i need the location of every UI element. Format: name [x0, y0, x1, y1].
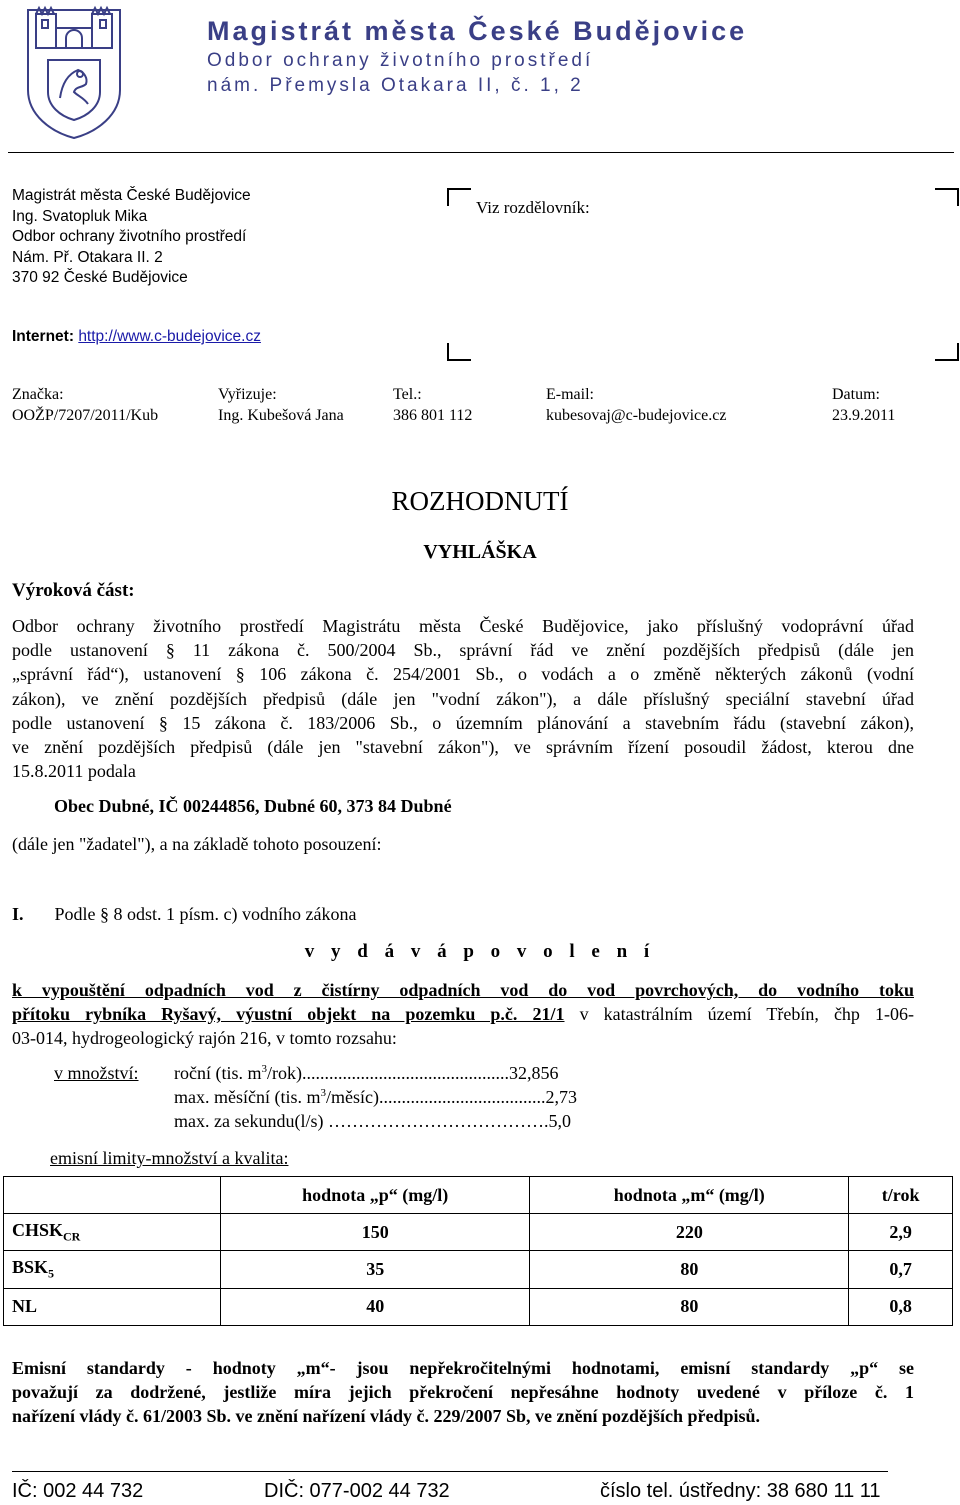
table-header-cell: t/rok	[849, 1177, 953, 1214]
parameter-name	[4, 1214, 221, 1251]
decision-subtitle: VYHLÁŠKA	[423, 541, 537, 563]
email-label: E-mail:	[546, 386, 594, 403]
table-row	[4, 1288, 953, 1325]
standards-line: nařízení vlády č. 61/2003 Sb. ve znění nařízení vlády č. 229/2007 Sb, ve znění pozdějších předpisů.	[12, 1406, 761, 1427]
decision-title: ROZHODNUTÍ	[391, 486, 569, 516]
paragraph-line: Odbor ochrany životního prostředí Magistrátu města České Budějovice, jako příslušný vodoprávní úřad	[12, 616, 914, 636]
intro-paragraph	[12, 614, 914, 783]
letterhead-divider	[8, 152, 954, 153]
address-window-corner	[935, 188, 959, 206]
point-text: Podle § 8 odst. 1 písm. c) vodního zákona	[54, 904, 357, 924]
paragraph-line: „správní řád“), ustanovení § 106 zákona č. 254/2001 Sb., o vodách a o změně některých zákonů (vodní	[12, 664, 914, 685]
quantity-name: max. za sekundu(l/s)	[174, 1111, 324, 1131]
permit-location-rest: v katastrálním území Třebín, čhp 1-06-	[564, 1004, 914, 1025]
quantity-dots: .....................................	[378, 1087, 546, 1107]
internet-label: Internet:	[12, 328, 74, 345]
quantity-row	[174, 1111, 571, 1132]
parameter-sub: CR	[63, 1229, 81, 1244]
quantity-name: roční (tis. m	[174, 1063, 262, 1083]
quantity-label: v množství:	[54, 1063, 139, 1083]
address-window-corner	[447, 343, 471, 361]
point-number: I.	[12, 904, 24, 924]
sender-line: Magistrát města České Budějovice	[12, 187, 251, 204]
date-value: 23.9.2011	[832, 407, 896, 424]
footer-phone: číslo tel. ústředny: 38 680 11 11	[600, 1480, 881, 1502]
reference-label: Značka:	[12, 386, 64, 403]
sender-line: 370 92 České Budějovice	[12, 269, 188, 286]
paragraph-line: podle ustanovení § 11 zákona č. 500/2004 Sb., správní řád ve znění pozdějších předpisů (dále jen	[12, 640, 914, 661]
sender-line: Ing. Svatopluk Mika	[12, 207, 148, 225]
table-header-cell	[4, 1177, 221, 1214]
permit-paragraph	[12, 978, 914, 1051]
address-window-corner	[447, 188, 471, 206]
paragraph-line: 15.8.2011 podala	[12, 761, 136, 782]
reference-value: OOŽP/7207/2011/Kub	[12, 407, 159, 424]
value-t: 2,9	[849, 1214, 953, 1251]
phone-label: Tel.:	[393, 386, 422, 403]
value-t: 0,7	[849, 1251, 953, 1288]
permit-line: 03-014, hydrogeologický rajón 216, v tomto rozsahu:	[12, 1028, 397, 1049]
letterhead-title: Magistrát města České Budějovice	[207, 16, 748, 46]
parameter-name	[4, 1251, 221, 1288]
table-header-cell: hodnota „m“ (mg/l)	[530, 1177, 849, 1214]
letterhead-address: nám. Přemysla Otakara II, č. 1, 2	[207, 75, 584, 96]
address-window-corner	[935, 343, 959, 361]
paragraph-line: ve znění pozdějších předpisů (dále jen "stavební zákon"), ve správním řízení posoudil žádost, kterou dne	[12, 737, 914, 758]
standards-paragraph	[12, 1356, 914, 1429]
standards-line: Emisní standardy - hodnoty „m“- jsou nepřekročitelnými hodnotami, emisní standardy „p“ se	[12, 1358, 914, 1378]
value-t: 0,8	[849, 1288, 953, 1325]
paragraph-line: zákon), ve znění pozdějších předpisů (dále jen "vodní zákon"), a dále příslušný speciální stavební úřad	[12, 688, 914, 709]
table-row	[4, 1251, 953, 1288]
permit-location: přítoku rybníka Ryšavý, výustní objekt na pozemku p.č. 21/1	[12, 1004, 565, 1025]
value-p: 35	[221, 1251, 530, 1288]
limits-label: emisní limity-množství a kvalita:	[50, 1148, 289, 1168]
sender-line: Nám. Př. Otakara II. 2	[12, 248, 163, 266]
website-link[interactable]: http://www.c-budejovice.cz	[78, 328, 261, 345]
email-value: kubesovaj@c-budejovice.cz	[546, 407, 727, 424]
parameter-label: NL	[12, 1296, 38, 1317]
paragraph-line: podle ustanovení § 15 zákona č. 183/2006 Sb., o územním plánování a stavebním řádu (stavební zákon),	[12, 712, 914, 733]
quantity-unit: /měsíc)	[325, 1087, 379, 1107]
parameter-name	[4, 1288, 221, 1325]
city-coat-of-arms-logo	[22, 0, 126, 140]
internet-row	[12, 328, 261, 346]
operative-part-heading: Výroková část:	[12, 580, 135, 601]
quantity-dots: ……………………………….	[323, 1111, 549, 1131]
applicant-note: (dále jen "žadatel"), a na základě tohoto posouzení:	[12, 834, 382, 854]
sender-address	[12, 186, 251, 289]
parameter-sub: 5	[48, 1266, 55, 1281]
date-label: Datum:	[832, 386, 880, 403]
footer-divider	[12, 1471, 888, 1472]
value-m: 80	[530, 1251, 849, 1288]
applicant: Obec Dubné, IČ 00244856, Dubné 60, 373 84 Dubné	[54, 796, 452, 816]
table-header-cell: hodnota „p“ (mg/l)	[221, 1177, 530, 1214]
recipient-text: Viz rozdělovník:	[476, 198, 590, 217]
quantity-row	[174, 1087, 577, 1108]
quantity-unit: /rok)	[267, 1063, 302, 1083]
quantity-dots: ..............................................	[302, 1063, 509, 1083]
parameter-label: CHSK	[12, 1219, 64, 1240]
quantity-row	[174, 1063, 559, 1084]
phone-value: 386 801 112	[393, 407, 473, 424]
permit-line	[12, 1002, 914, 1026]
emission-limits-table	[3, 1176, 953, 1326]
standards-line: považují za dodržené, jestliže míra jejich překročení nepřesáhne hodnoty uvedené v příloze č. 1	[12, 1382, 914, 1403]
sender-line: Odbor ochrany životního prostředí	[12, 228, 247, 245]
table-header-row	[4, 1177, 953, 1214]
quantity-value: 32,856	[509, 1063, 559, 1083]
quantity-value: 5,0	[548, 1111, 571, 1131]
value-m: 220	[530, 1214, 849, 1251]
quantity-sup: 3	[320, 1087, 326, 1099]
handled-by-value: Ing. Kubešová Jana	[218, 407, 344, 424]
quantity-sup: 3	[261, 1063, 267, 1075]
letterhead-department: Odbor ochrany životního prostředí	[207, 50, 594, 71]
handled-by-label: Vyřizuje:	[218, 386, 277, 403]
point-heading	[12, 904, 356, 925]
quantity-value: 2,73	[545, 1087, 577, 1107]
parameter-label: BSK	[12, 1257, 49, 1278]
footer-ic: IČ: 002 44 732	[12, 1480, 144, 1502]
permit-line: k vypouštění odpadních vod z čistírny odpadních vod do vod povrchových, do vodního toku	[12, 980, 914, 1000]
value-m: 80	[530, 1288, 849, 1325]
footer-dic: DIČ: 077-002 44 732	[264, 1480, 450, 1502]
value-p: 150	[221, 1214, 530, 1251]
quantity-name: max. měsíční (tis. m	[174, 1087, 321, 1107]
value-p: 40	[221, 1288, 530, 1325]
issues-permit: v y d á v á p o v o l e n í	[304, 941, 656, 962]
table-row	[4, 1214, 953, 1251]
